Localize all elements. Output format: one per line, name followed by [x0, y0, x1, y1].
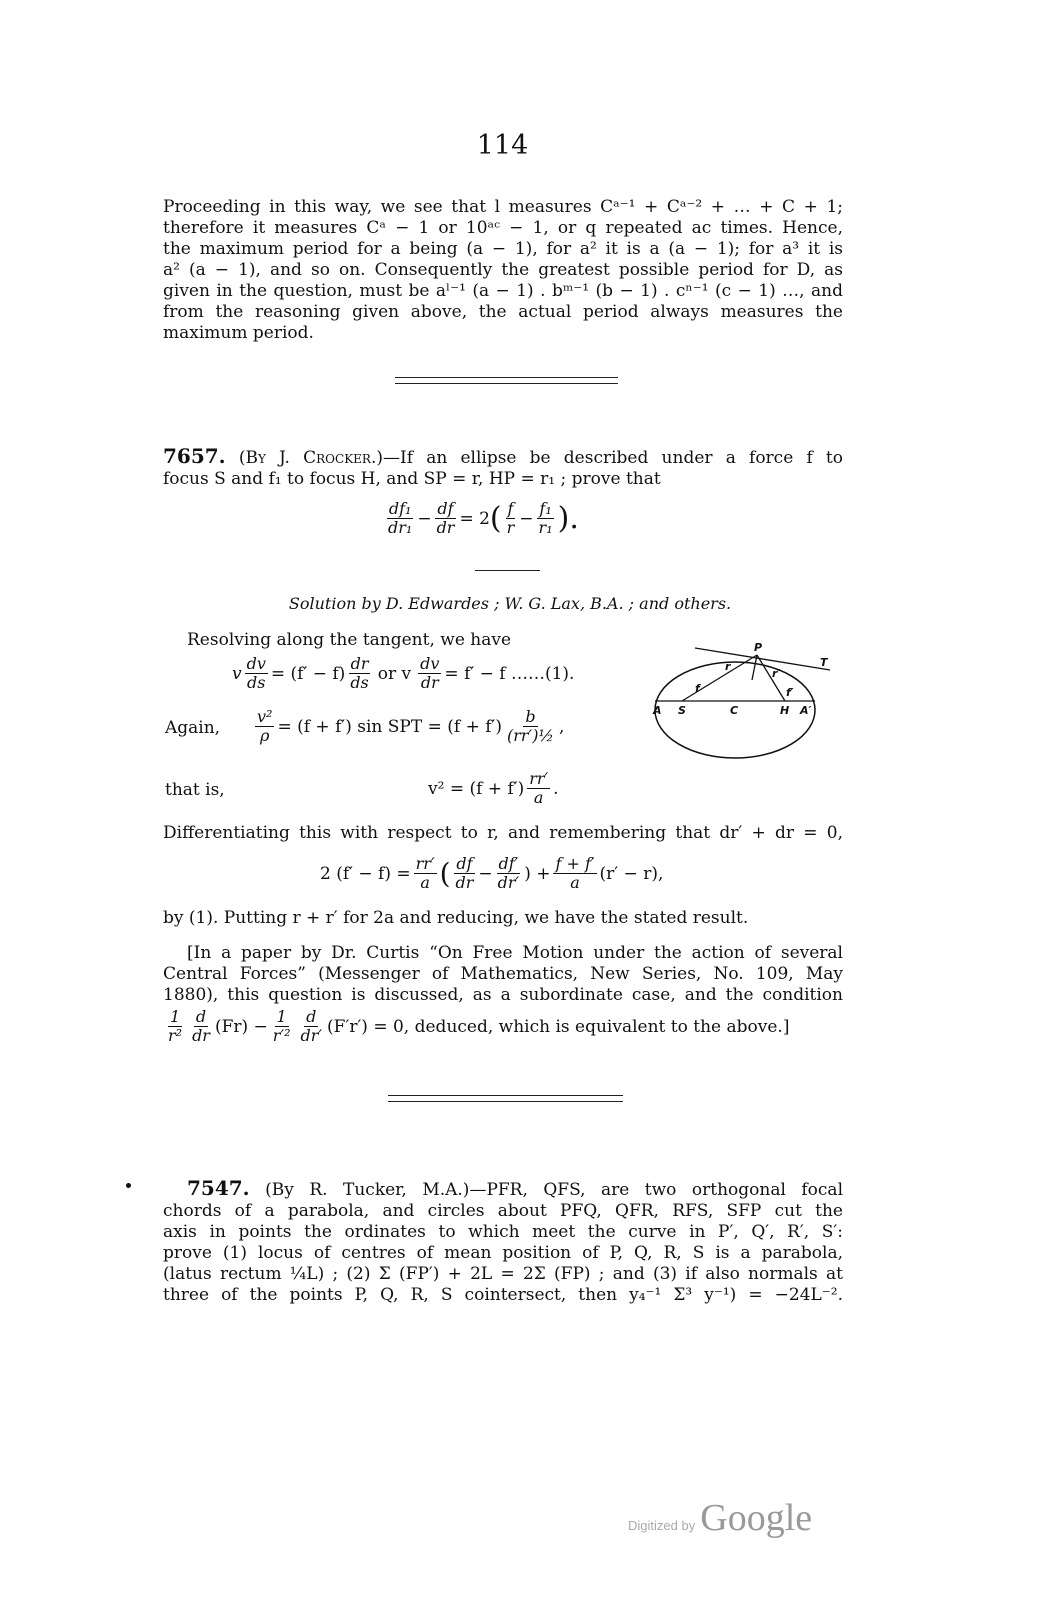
numerator: dv — [246, 654, 266, 673]
equation-3 — [428, 770, 559, 807]
text-line: chords of a parabola, and circles about PFQ, QFR, RFS, SFP cut the — [163, 1201, 843, 1221]
denominator: a — [420, 873, 430, 892]
numerator: rr′ — [415, 854, 435, 873]
text-line: three of the points P, Q, R, S cointersect, then y₄⁻¹ Σ³ y⁻¹) = −24L⁻². — [163, 1285, 843, 1305]
text-line-wrap — [163, 823, 843, 844]
numerator: b — [525, 707, 536, 726]
label-h: H — [780, 704, 790, 717]
text-line: 1880), this question is discussed, as a subordinate case, and the condition — [163, 985, 843, 1005]
term: = f′ − f ……(1). — [444, 663, 575, 684]
denominator: (rr′)½ — [507, 726, 554, 745]
text-line: (latus rectum ¼L) ; (2) Σ (FP′) + 2L = 2Σ (FP) ; and (3) if also normals at — [163, 1264, 843, 1284]
numerator: v² — [257, 707, 273, 726]
equation-2 — [252, 708, 564, 745]
operator: − — [519, 508, 534, 529]
denominator: ρ — [260, 726, 270, 745]
term: (r′ − r), — [599, 863, 664, 884]
term: v² = (f + f′) — [428, 778, 525, 799]
label-t: T — [820, 656, 828, 669]
text-line: Resolving along the tangent, we have — [187, 630, 512, 650]
term: (F′r′) = 0, deduced, which is equivalent to the above.] — [327, 1016, 790, 1037]
numerator: d — [195, 1007, 207, 1026]
divider — [388, 1101, 623, 1102]
watermark-small: Digitized by — [628, 1518, 696, 1533]
editorial-note — [163, 943, 843, 1006]
numerator: dv — [420, 654, 440, 673]
term: 2 (f′ − f) = — [320, 863, 411, 884]
text-line: the maximum period for a being (a − 1), for a² it is a (a − 1); for a³ it is — [163, 239, 843, 259]
label-f-prime: f′ — [786, 686, 794, 699]
term: or v — [377, 663, 412, 684]
digitized-by-google-watermark — [628, 1496, 812, 1540]
text-line: Differentiating this with respect to r, and remembering that dr′ + dr = 0, — [163, 823, 843, 843]
numerator: df₁ — [388, 499, 412, 518]
denominator: dr — [455, 873, 474, 892]
watermark-logo: Google — [700, 1497, 813, 1539]
denominator: dr — [420, 673, 439, 692]
text-wrap — [163, 908, 843, 929]
text-line: axis in points the ordinates to which meet the curve in P′, Q′, R′, S′: — [163, 1222, 843, 1242]
denominator: r₁ — [538, 518, 553, 537]
denominator: dr — [192, 1026, 210, 1045]
equation-1 — [232, 655, 574, 692]
denominator: dr′ — [300, 1026, 323, 1045]
question-author: (By J. Crocker.) — [238, 448, 383, 468]
text-line: Central Forces” (Messenger of Mathematics, New Series, No. 109, May — [163, 964, 843, 984]
numerator: f₁ — [539, 499, 552, 518]
numerator: dr — [350, 654, 369, 673]
denominator: dr′ — [497, 873, 520, 892]
term: − — [478, 863, 493, 884]
label-f: f — [695, 682, 700, 695]
term: v — [232, 663, 242, 684]
numerator: df′ — [498, 854, 519, 873]
term: (Fr) − — [214, 1016, 268, 1037]
text-line: —If an ellipse be described under a force f to — [383, 448, 843, 468]
equation-statement: $\frac{\text{df₁}}{\text{dr₁}}$ − $\frac{df}{dr}$ = 2 ( $\frac{f}{r}$ − $\frac{\text{f₁}}{\text{r₁}}$ ). — [388, 499, 579, 537]
operator: − — [417, 508, 432, 529]
operator: = 2 — [459, 508, 490, 529]
numerator: df — [456, 854, 473, 873]
divider — [395, 377, 618, 378]
text-line: given in the question, must be aˡ⁻¹ (a − 1) . bᵐ⁻¹ (b − 1) . cⁿ⁻¹ (c − 1) …, and — [163, 281, 843, 301]
term: = (f + f′) sin SPT = (f + f′) — [277, 716, 503, 737]
text-line: by (1). Putting r + r′ for 2a and reducing, we have the stated result. — [163, 908, 749, 928]
numerator: rr′ — [529, 769, 549, 788]
question-7547 — [163, 1178, 843, 1306]
numerator: 1 — [276, 1007, 287, 1026]
numerator: df — [437, 499, 454, 518]
question-number: 7547. — [187, 1176, 250, 1200]
equation-4 — [320, 855, 663, 892]
term: . — [553, 778, 559, 799]
question-number: 7657. — [163, 444, 226, 468]
term: , — [558, 716, 565, 737]
label-that-is: that is, — [165, 780, 225, 800]
label-r-prime: r′ — [772, 667, 781, 680]
page-number: 114 — [476, 130, 529, 161]
term: ( — [439, 857, 451, 890]
ellipse-figure — [640, 640, 850, 770]
denominator: r² — [168, 1026, 183, 1045]
divider — [395, 383, 618, 384]
paragraph-continuation — [163, 197, 843, 344]
text-line: therefore it measures Cᵃ − 1 or 10ᵃᶜ − 1, or q repeated ac times. Hence, — [163, 218, 843, 238]
denominator: dr₁ — [388, 518, 413, 537]
bullet-mark — [126, 1183, 131, 1188]
question-7657 — [163, 446, 843, 490]
label-again: Again, — [165, 718, 221, 738]
term: ) + — [524, 863, 551, 884]
denominator: a — [533, 788, 544, 807]
text-line: from the reasoning given above, the actual period always measures the — [163, 302, 843, 322]
numerator: d — [306, 1007, 317, 1026]
numerator: f + f′ — [555, 854, 595, 873]
normal-line — [752, 655, 757, 680]
note-equation — [163, 1008, 789, 1045]
numerator: 1 — [169, 1007, 181, 1026]
text-line: maximum period. — [163, 323, 314, 343]
solution-credit: Solution by D. Edwardes ; W. G. Lax, B.A. ; and others. — [288, 594, 732, 613]
term: = (f′ − f) — [270, 663, 346, 684]
label-a: A — [653, 704, 662, 717]
denominator: ds — [247, 673, 266, 692]
line-sp — [682, 655, 757, 701]
denominator: ds — [350, 673, 369, 692]
divider — [388, 1095, 623, 1096]
denominator: a — [570, 873, 580, 892]
denominator: r′² — [272, 1026, 291, 1045]
denominator: r — [506, 518, 515, 537]
text-line: prove (1) locus of centres of mean position of P, Q, R, S is a parabola, — [163, 1243, 843, 1263]
numerator: f — [507, 499, 514, 518]
label-a-prime: A′ — [800, 704, 812, 717]
text-line: [In a paper by Dr. Curtis “On Free Motion under the action of several — [187, 943, 843, 963]
text-line: focus S and f₁ to focus H, and SP = r, HP = r₁ ; prove that — [163, 469, 661, 489]
label-p: P — [754, 641, 763, 654]
text-line: (By R. Tucker, M.A.)—PFR, QFS, are two orthogonal focal — [265, 1180, 844, 1200]
label-r: r — [725, 660, 731, 673]
tangent-line — [695, 648, 830, 670]
text-line: a² (a − 1), and so on. Consequently the greatest possible period for D, as — [163, 260, 843, 280]
label-s: S — [678, 704, 686, 717]
label-c: C — [730, 704, 739, 717]
divider — [475, 570, 540, 571]
text-line: Proceeding in this way, we see that l measures Cᵃ⁻¹ + Cᵃ⁻² + … + C + 1; — [163, 197, 843, 217]
denominator: dr — [436, 518, 455, 537]
